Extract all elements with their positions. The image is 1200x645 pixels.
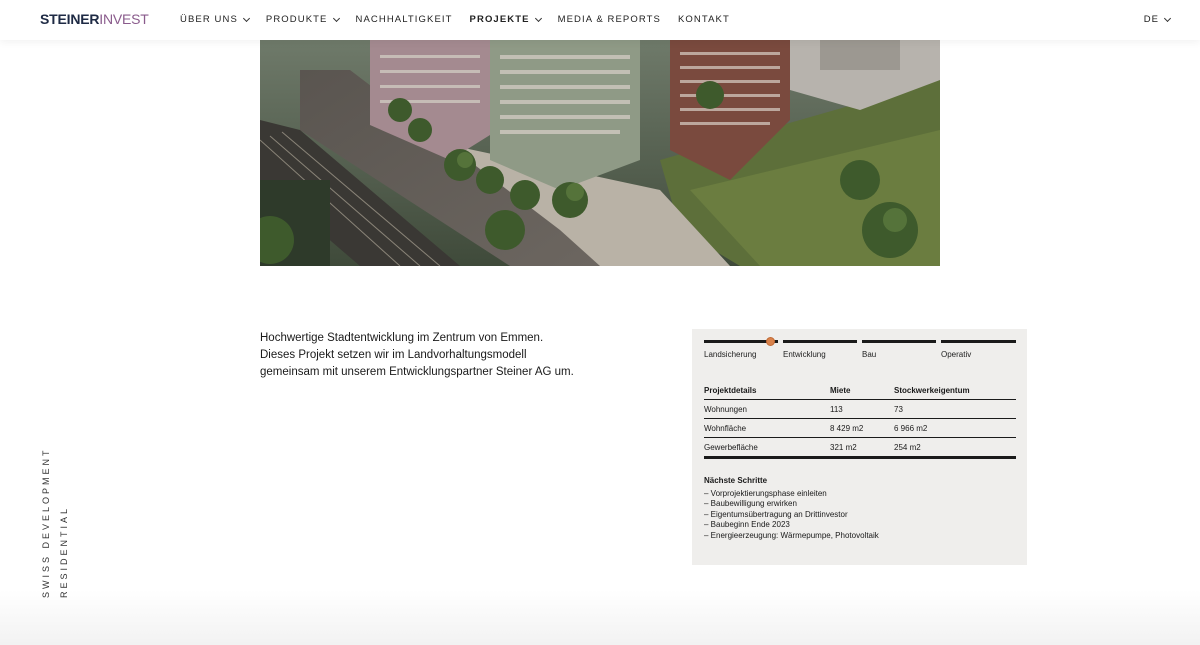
stage-bar [941, 340, 1016, 343]
next-steps [704, 476, 879, 542]
chevron-down-icon [1164, 14, 1171, 21]
site-header [0, 0, 1200, 40]
stage-entwicklung [783, 340, 857, 364]
stage-label: Bau [862, 350, 877, 359]
stage-bau [862, 340, 936, 364]
stage-label: Operativ [941, 350, 972, 359]
chevron-down-icon [332, 14, 339, 21]
list-item: – Baubeginn Ende 2023 [704, 520, 790, 530]
nav-item-nachhaltigkeit[interactable] [356, 14, 453, 25]
table-cell: 73 [894, 400, 1016, 419]
nav-label: PROJEKTE [469, 14, 530, 25]
nav-item-ueber-uns[interactable] [180, 14, 249, 25]
nav-item-media-reports[interactable] [558, 14, 661, 25]
stage-label: Landsicherung [704, 350, 757, 359]
table-row [704, 438, 1016, 459]
list-item: – Baubewilligung erwirken [704, 499, 797, 509]
list-item: – Vorprojektierungsphase einleiten [704, 488, 827, 498]
stage-operativ [941, 340, 1016, 364]
project-details-table [704, 385, 1016, 459]
logo-bold: STEINER [40, 11, 100, 27]
nav-item-produkte[interactable] [266, 14, 339, 25]
nav-label: ÜBER UNS [180, 14, 238, 25]
table-cell: Wohnungen [704, 400, 830, 419]
stage-bar [783, 340, 857, 343]
side-tagline-line1: SWISS DEVELOPMENT [41, 447, 51, 598]
list-item: – Energieerzeugung: Wärmepumpe, Photovoltaik [704, 530, 879, 540]
table-cell: 113 [830, 400, 894, 419]
project-info-box [692, 329, 1027, 565]
nav-label: PRODUKTE [265, 14, 328, 25]
side-tagline-line2: RESIDENTIAL [59, 505, 69, 598]
project-hero-image [260, 40, 940, 266]
logo[interactable] [40, 11, 149, 27]
table-header: Projektdetails [704, 385, 830, 400]
description-line: Dieses Projekt setzen wir im Landvorhaltungsmodell [260, 349, 527, 361]
nav-item-projekte[interactable] [470, 14, 541, 25]
aerial-rendering [260, 40, 940, 266]
chevron-down-icon [243, 14, 250, 21]
table-header-row [704, 385, 1016, 400]
next-steps-title: Nächste Schritte [704, 476, 768, 485]
table-row [704, 419, 1016, 438]
table-cell: 6 966 m2 [894, 419, 1016, 438]
stage-bar [862, 340, 936, 343]
table-cell: 8 429 m2 [830, 419, 894, 438]
table-cell: 254 m2 [894, 438, 1016, 459]
stage-landsicherung [704, 340, 778, 364]
side-tagline [40, 420, 80, 600]
table-cell: 321 m2 [830, 438, 894, 459]
table-header: Miete [830, 385, 894, 400]
language-label: DE [1143, 14, 1159, 25]
table-cell: Wohnfläche [704, 419, 830, 438]
project-description [260, 330, 640, 381]
table-cell: Gewerbefläche [704, 438, 830, 459]
current-stage-dot [766, 337, 775, 346]
list-item: – Eigentumsübertragung an Drittinvestor [704, 509, 848, 519]
description-line: Hochwertige Stadtentwicklung im Zentrum von Emmen. [260, 332, 544, 344]
chevron-down-icon [535, 14, 542, 21]
nav-label: MEDIA & REPORTS [557, 14, 661, 25]
main-nav [180, 14, 747, 25]
logo-light: INVEST [99, 11, 149, 27]
nav-label: KONTAKT [678, 14, 730, 25]
description-line: gemeinsam mit unserem Entwicklungspartner Steiner AG um. [260, 366, 574, 378]
table-header: Stockwerkeigentum [894, 385, 1016, 400]
nav-label: NACHHALTIGKEIT [355, 14, 453, 25]
project-stage-progress [704, 340, 1016, 364]
table-row [704, 400, 1016, 419]
nav-item-kontakt[interactable] [678, 14, 730, 25]
stage-label: Entwicklung [783, 350, 826, 359]
language-switcher[interactable] [1144, 14, 1170, 25]
